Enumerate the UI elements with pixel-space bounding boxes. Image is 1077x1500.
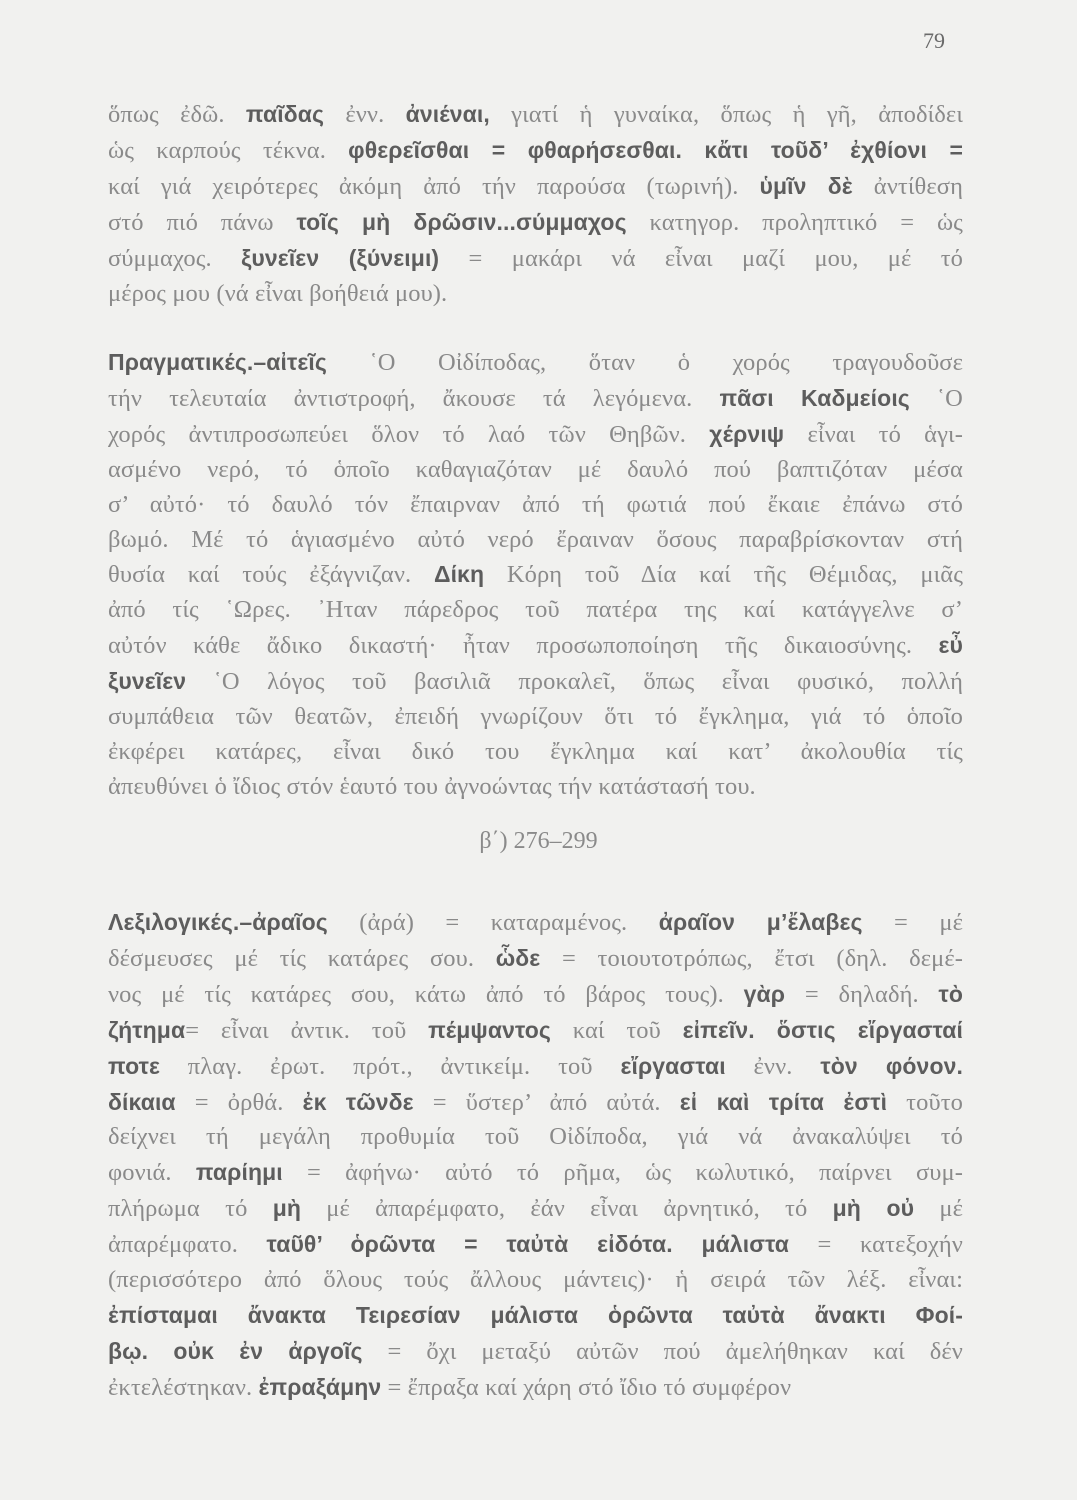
text-run: ῾Ο — [909, 384, 963, 412]
bold-term: εἰ καὶ τρίτα ἐστὶ — [679, 1088, 888, 1115]
bold-term: βῳ. οὐκ ἐν ἀργοῖς — [108, 1337, 363, 1364]
text-run: ἐνν. — [725, 1052, 821, 1080]
text-run: ἀπευθύνει ὁ ἴδιος στόν ἑαυτό του ἀγνοώντας τήν κατάστασή του. — [108, 772, 756, 800]
bold-term: ἐπραξάμην — [258, 1373, 382, 1400]
text-run: πλαγ. ἐρωτ. πρότ., ἀντικείμ. τοῦ — [159, 1052, 621, 1080]
text-run: θυσία καί τούς ἐξάγνιζαν. — [108, 561, 434, 589]
bold-term: μὴ οὐ — [832, 1195, 915, 1222]
text-line — [108, 417, 963, 453]
bold-term: ζήτημα — [108, 1016, 186, 1043]
bold-term: μὴ — [272, 1195, 302, 1222]
text-run: ἀπό τίς ῾Ωρες. ᾿Ηταν πάρεδρος τοῦ πατέρα της καί κατάγγελνε σ’ — [108, 596, 963, 624]
text-run: = κατεξοχήν — [789, 1231, 963, 1259]
text-run: αὐτόν κάθε ἄδικο δικαστή· ἦταν προσωποποίηση τῆς δικαιοσύνης. — [108, 632, 939, 660]
text-run: χορός ἀντιπροσωπεύει ὅλον τό λαό τῶν Θηβῶν. — [108, 420, 710, 448]
bold-term: πέμψαντος — [428, 1016, 551, 1043]
text-run: συμπάθεια τῶν θεατῶν, ἐπειδή γνωρίζουν ὅτι τό ἔγκλημα, γιά τό ὁποῖο — [108, 703, 963, 731]
bold-term: ταῦθ’ ὁρῶντα = ταὐτὰ εἰδότα. μάλιστα — [266, 1231, 790, 1258]
text-run: καί γιά χειρότερες ἀκόμη ἀπό τήν παρούσα (τωρινή). — [108, 172, 760, 200]
text-run: Κόρη τοῦ Δία καί τῆς Θέμιδας, μιᾶς — [484, 561, 963, 589]
text-line — [108, 593, 963, 628]
text-run: φονιά. — [108, 1159, 196, 1187]
text-run: = ἀφήνω· αὐτό τό ρῆμα, ὡς κωλυτικό, παίρνει συμ- — [282, 1159, 963, 1187]
text-run: ἐκφέρει κατάρες, εἶναι δικό του ἔγκλημα καί κατ’ ἀκολουθία τίς — [108, 737, 963, 765]
text-line — [108, 1013, 963, 1049]
text-run: ἐνν. — [324, 101, 406, 128]
text-run: γιατί ἡ γυναίκα, ὅπως ἡ γῆ, ἀποδίδει — [489, 101, 964, 128]
text-line — [108, 97, 963, 133]
text-line — [108, 1120, 963, 1155]
text-run: ῾Ο λόγος τοῦ βασιλιᾶ προκαλεῖ, ὅπως εἶναι φυσικό, πολλή — [186, 668, 963, 696]
bold-term: εὖ — [938, 632, 963, 659]
text-run: = ὕστερ’ ἀπό αὐτά. — [413, 1088, 680, 1116]
bold-term: ὑμῖν δὲ — [759, 172, 853, 199]
page-number: 79 — [923, 28, 945, 53]
text-line — [108, 523, 963, 558]
glossary-paragraph-1 — [108, 97, 963, 311]
text-run: = ἔπραξα καί χάρη στό ἴδιο τό συμφέρον — [381, 1373, 792, 1401]
text-run: βωμό. Μέ τό ἁγιασμένο αὐτό νερό ἔραιναν ὅσους παραβρίσκονταν στή — [108, 525, 963, 553]
text-line — [108, 1049, 963, 1085]
text-run: κατηγορ. προληπτικό = ὡς — [626, 208, 963, 236]
text-run: μέρος μου (νά εἶναι βοήθειά μου). — [108, 279, 448, 307]
bold-term: ὧδε — [495, 944, 541, 971]
bold-term: ξυνεῖεν — [108, 668, 187, 695]
text-line — [108, 381, 963, 417]
text-line — [108, 770, 963, 805]
bold-term: χέρνιψ — [709, 420, 785, 447]
text-run: σ’ αὐτό· τό δαυλό τόν ἔπαιρναν ἀπό τή φωτιά πού ἔκαιε ἐπάνω στό — [108, 490, 963, 518]
bold-term: γὰρ — [743, 980, 786, 1007]
text-line — [108, 1263, 963, 1298]
text-line — [108, 1298, 963, 1334]
text-run: μέ — [914, 1195, 963, 1223]
bold-term: φθερεῖσθαι = φθαρήσεσθαι. κἄτι τοῦδ’ ἐχθίονι = — [348, 136, 963, 163]
text-run: δείχνει τή μεγάλη προθυμία τοῦ Οἰδίποδα, γιά νά ἀνακαλύψει τό — [108, 1123, 963, 1151]
text-line — [108, 735, 963, 770]
text-line — [108, 557, 963, 593]
bold-term: δίκαια — [108, 1088, 176, 1115]
text-run: σύμμαχος. — [108, 244, 242, 272]
text-run: ασμένο νερό, τό ὁποῖο καθαγιαζόταν μέ δαυλό πού βαπτιζόταν μέσα — [108, 455, 963, 483]
text-run: = μακάρι νά εἶναι μαζί μου, μέ τό — [439, 244, 964, 272]
bold-term: Λεξιλογικές.–ἀραῖος — [108, 909, 328, 935]
bold-term: ἀραῖον μ’ἔλαβες — [658, 909, 863, 935]
text-line — [108, 1334, 963, 1370]
text-run: ἀπαρέμφατο. — [108, 1231, 267, 1259]
text-run: ὡς καρπούς τέκνα. — [108, 136, 349, 164]
bold-term: τοῖς μὴ δρῶσιν...σύμμαχος — [296, 208, 627, 235]
text-run: ἀντίθεση — [852, 172, 963, 200]
text-run: τήν τελευταία ἀντιστροφή, ἄκουσε τά λεγόμενα. — [108, 384, 720, 412]
text-line — [108, 453, 963, 488]
text-run: εἶναι τό ἁγι- — [784, 420, 963, 448]
bold-term: εἰπεῖν. ὅστις εἴργασταί — [682, 1016, 963, 1043]
text-run: = μέ — [862, 909, 963, 936]
text-line — [108, 1155, 963, 1191]
text-run: δέσμευσες μέ τίς κατάρες σου. — [108, 944, 496, 972]
text-line — [108, 700, 963, 735]
text-line — [108, 345, 963, 381]
text-run: πλήρωμα τό — [108, 1195, 273, 1223]
text-run: ῾Ο Οἰδίποδας, ὅταν ὁ χορός τραγουδοῦσε — [326, 349, 963, 376]
text-line — [108, 1085, 963, 1121]
text-run: τοῦτο — [887, 1088, 964, 1116]
bold-term: ἐπίσταμαι ἄνακτα Τειρεσίαν μάλιστα ὁρῶντα ταὐτὰ ἄνακτι Φοί- — [108, 1301, 963, 1328]
text-run: καί τοῦ — [550, 1016, 683, 1044]
bold-term: πᾶσι Καδμείοις — [719, 384, 910, 411]
text-run: (περισσότερο ἀπό ὅλους τούς ἄλλους μάντεις)· ἡ σειρά τῶν λέξ. εἶναι: — [108, 1266, 963, 1294]
text-line — [108, 977, 963, 1013]
text-line — [108, 905, 963, 941]
text-line — [108, 488, 963, 523]
bold-term: ἐκ τῶνδε — [302, 1088, 414, 1115]
text-line — [108, 664, 963, 700]
bold-term: παρίημι — [195, 1159, 283, 1186]
bold-term: παῖδας — [245, 101, 325, 127]
text-run: ὅπως ἐδῶ. — [108, 101, 246, 128]
text-run: ἐκτελέστηκαν. — [108, 1373, 259, 1401]
bold-term: Πραγματικές.–αἰτεῖς — [108, 349, 327, 375]
text-line — [108, 1370, 963, 1406]
glossary-paragraph-3 — [108, 905, 963, 1406]
text-run: = δηλαδή. — [785, 980, 939, 1008]
bold-term: ἀνιέναι, — [405, 101, 490, 127]
text-line — [108, 1227, 963, 1263]
text-line — [108, 241, 963, 277]
text-run: = τοιουτοτρόπως, ἔτσι (δηλ. δεμέ- — [540, 944, 963, 972]
bold-term: ξυνεῖεν (ξύνειμι) — [241, 244, 440, 271]
text-run: νος μέ τίς κατάρες σου, κάτω ἀπό τό βάρος τους). — [108, 980, 744, 1008]
bold-term: Δίκη — [433, 561, 485, 588]
commentary-paragraph-2 — [108, 345, 963, 805]
bold-term: τὸ — [938, 980, 963, 1007]
text-line — [108, 133, 963, 169]
text-run: = ὀρθά. — [175, 1088, 303, 1116]
bold-term: τὸν φόνον. — [820, 1052, 963, 1079]
text-run: = ὄχι μεταξύ αὐτῶν πού ἀμελήθηκαν καί δέν — [362, 1337, 963, 1365]
text-line — [108, 1191, 963, 1227]
text-run: στό πιό πάνω — [108, 208, 297, 236]
bold-term: εἴργασται — [620, 1052, 726, 1079]
text-run: μέ ἀπαρέμφατο, ἐάν εἶναι ἀρνητικό, τό — [301, 1195, 833, 1223]
text-run: (ἀρά) = καταραμένος. — [327, 909, 659, 936]
text-line — [108, 169, 963, 205]
text-line — [108, 205, 963, 241]
text-run: = εἶναι ἀντικ. τοῦ — [185, 1016, 429, 1044]
text-line — [108, 941, 963, 977]
bold-term: ποτε — [108, 1052, 160, 1079]
section-heading: β΄) 276–299 — [479, 828, 598, 854]
text-line — [108, 628, 963, 664]
text-line — [108, 277, 963, 312]
